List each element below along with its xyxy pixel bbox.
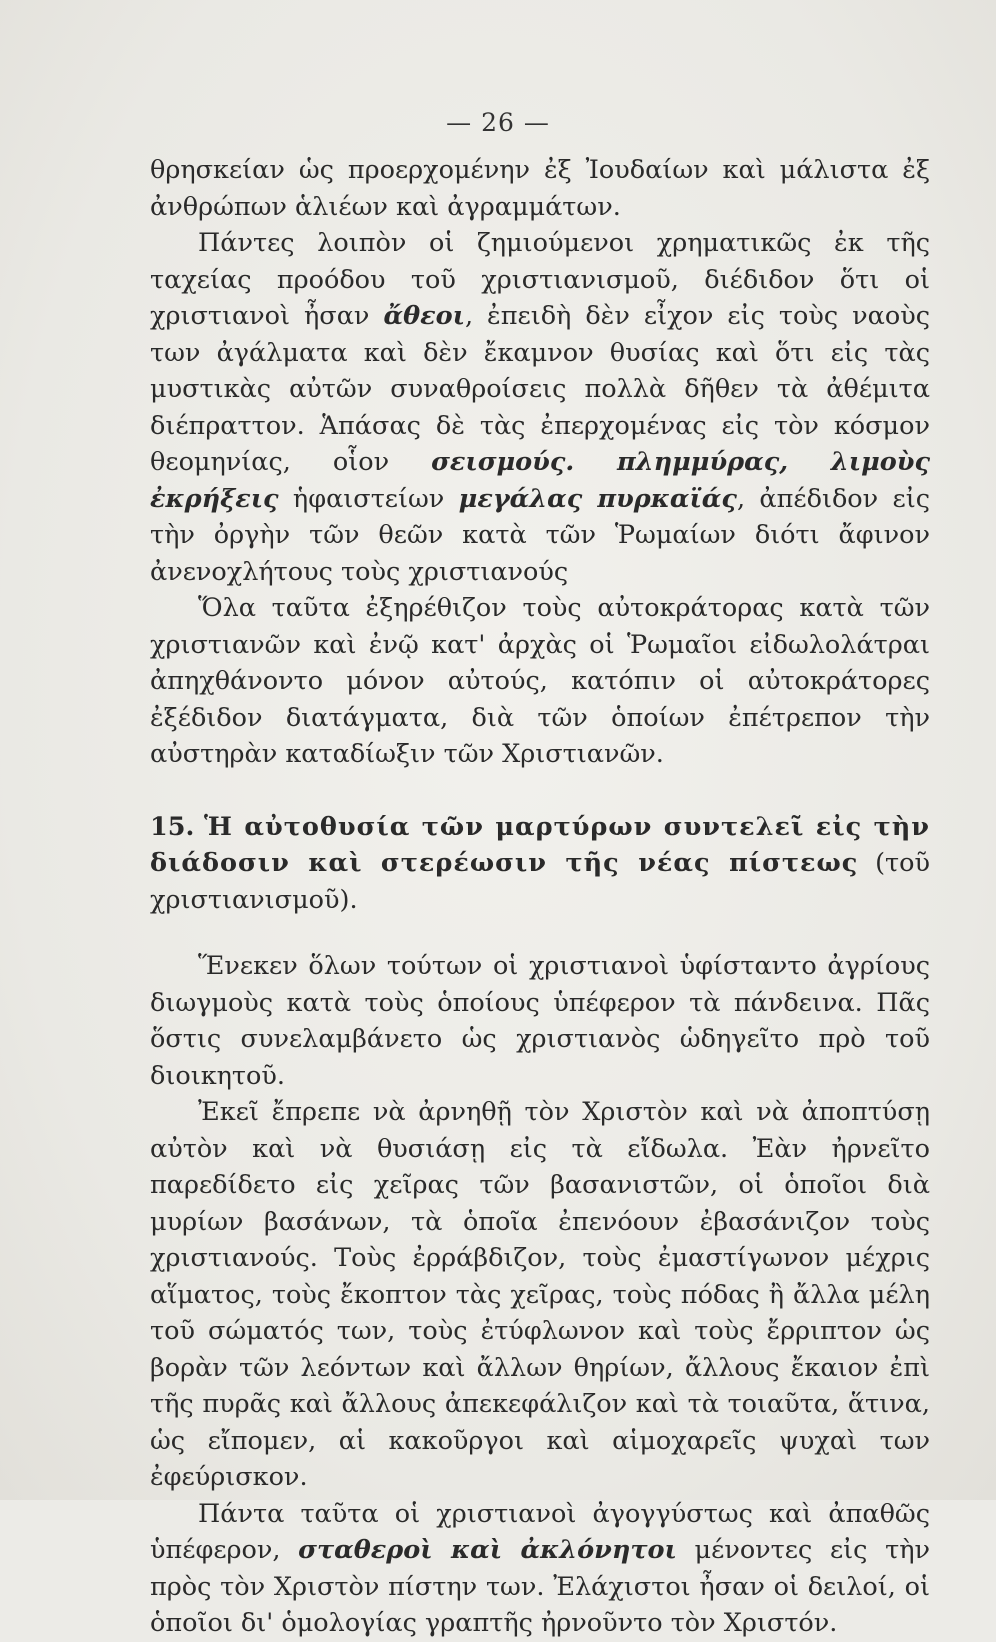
paragraph-3: Ἕνεκεν ὅλων τούτων οἱ χριστιανοὶ ὑφίσταντο ἀγρίους διωγμοὺς κατὰ τοὺς ὁποίους ὑπέφερον τὰ πάνδεινα. Πᾶς ὅστις συνελαμβάνετο ὡς χριστιανὸς ὡδηγεῖτο πρὸ τοῦ διοικητοῦ.	[150, 951, 930, 1091]
paragraph-1-text-b: , ἐπειδὴ δὲν εἶχον εἰς τοὺς ναοὺς των ἀγάλματα καὶ δὲν ἔκαμνον θυσίας καὶ ὅτι εἰς τὰς μυστικὰς αὐτῶν συναθροίσεις πολλὰ δῆθεν τὰ ἀθέμιτα διέπραττον. Ἁπάσας δὲ τὰς ἐπερχομένας εἰς τὸν κόσμον θεομηνίας, οἷον	[150, 301, 930, 477]
section-title-bold: Ἡ αὐτοθυσία τῶν μαρτύρων συντελεῖ εἰς τὴν διάδοσιν καὶ στερέωσιν τῆς νέας πίστεως	[150, 811, 930, 878]
paragraph-5	[150, 1496, 930, 1642]
section-number: 15.	[150, 811, 195, 842]
paragraph-1-emphasis-b: σεισμούς. πλημμύρας, λιμοὺς ἐκρήξεις	[150, 447, 930, 514]
paragraph-1	[150, 225, 930, 590]
paragraph-1-text-a: Πάντες λοιπὸν οἱ ζημιούμενοι χρηματικῶς ἐκ τῆς ταχείας προόδου τοῦ χριστιανισμοῦ, διέδιδον ὅτι οἱ χριστιανοὶ ἦσαν	[150, 228, 930, 331]
paragraph-1-text-c: ἡφαιστείων	[278, 483, 459, 514]
paragraph-1-emphasis-c: μεγάλας πυρκαϊάς	[458, 483, 737, 514]
paragraph-4: Ἐκεῖ ἔπρεπε νὰ ἀρνηθῇ τὸν Χριστὸν καὶ νὰ ἀποπτύσῃ αὐτὸν καὶ νὰ θυσιάσῃ εἰς τὰ εἴδωλα. Ἐὰν ἠρνεῖτο παρεδίδετο εἰς χεῖρας τῶν βασανιστῶν, οἱ ὁποῖοι διὰ μυρίων βασάνων, τὰ ὁποῖα ἐπενόουν ἐβασάνιζον τοὺς χριστιανούς. Τοὺς ἐρράβδιζον, τοὺς ἐμαστίγωνον μέχρις αἵματος, τοὺς ἔκοπτον τὰς χεῖρας, τοὺς πόδας ἢ ἄλλα μέλη τοῦ σώματός των, τοὺς ἐτύφλωνον καὶ τοὺς ἔρριπτον ὡς βορὰν τῶν λεόντων καὶ ἄλλων θηρίων, ἄλλους ἔκαιον ἐπὶ τῆς πυρᾶς καὶ ἄλλους ἀπεκεφάλιζον καὶ τὰ τοιαῦτα, ἅτινα, ὡς εἴπομεν, αἱ κακοῦργοι καὶ αἱμοχαρεῖς ψυχαὶ των ἐφεύρισκον.	[150, 1097, 930, 1492]
intro-paragraph: θρησκείαν ὡς προερχομένην ἐξ Ἰουδαίων καὶ μάλιστα ἐξ ἀνθρώπων ἁλιέων καὶ ἀγραμμάτων.	[150, 155, 930, 222]
paragraph-1-text-d: , ἀπέδιδον εἰς τὴν ὀργὴν τῶν θεῶν κατὰ τῶν Ῥωμαίων διότι ἄφινον ἀνενοχλήτους τοὺς χριστιανούς	[150, 483, 930, 587]
body-text	[150, 152, 930, 1642]
paragraph-2: Ὅλα ταῦτα ἐξηρέθιζον τοὺς αὐτοκράτορας κατὰ τῶν χριστιανῶν καὶ ἐνῷ κατ' ἀρχὰς οἱ Ῥωμαῖοι εἰδωλολάτραι ἀπηχθάνοντο μόνον αὐτούς, κατόπιν οἱ αὐτοκράτορες ἐξέδιδον διατάγματα, διὰ τῶν ὁποίων ἐπέτρεπον τὴν αὐστηρὰν καταδίωξιν τῶν Χριστιανῶν.	[150, 593, 930, 769]
section-title-rest: (τοῦ χριστιανισμοῦ).	[150, 848, 930, 915]
paragraph-5-text-a: Πάντα ταῦτα οἱ χριστιανοὶ ἀγογγύστως καὶ ἀπαθῶς ὑπέφερον,	[150, 1498, 930, 1565]
paragraph-5-emphasis: σταθεροὶ καὶ ἀκλόνητοι	[298, 1535, 677, 1565]
paragraph-5-text-b: μένοντες εἰς τὴν πρὸς τὸν Χριστὸν πίστην των. Ἐλάχιστοι ἦσαν οἱ δειλοί, οἱ ὁποῖοι δι' ὁμολογίας γραπτῆς ἠρνοῦντο τὸν Χριστόν.	[150, 1535, 930, 1638]
section-heading	[150, 809, 930, 919]
section-gap	[150, 918, 930, 948]
page-number: — 26 —	[446, 108, 550, 137]
paragraph-1-emphasis-a: ἄθεοι	[383, 301, 465, 331]
